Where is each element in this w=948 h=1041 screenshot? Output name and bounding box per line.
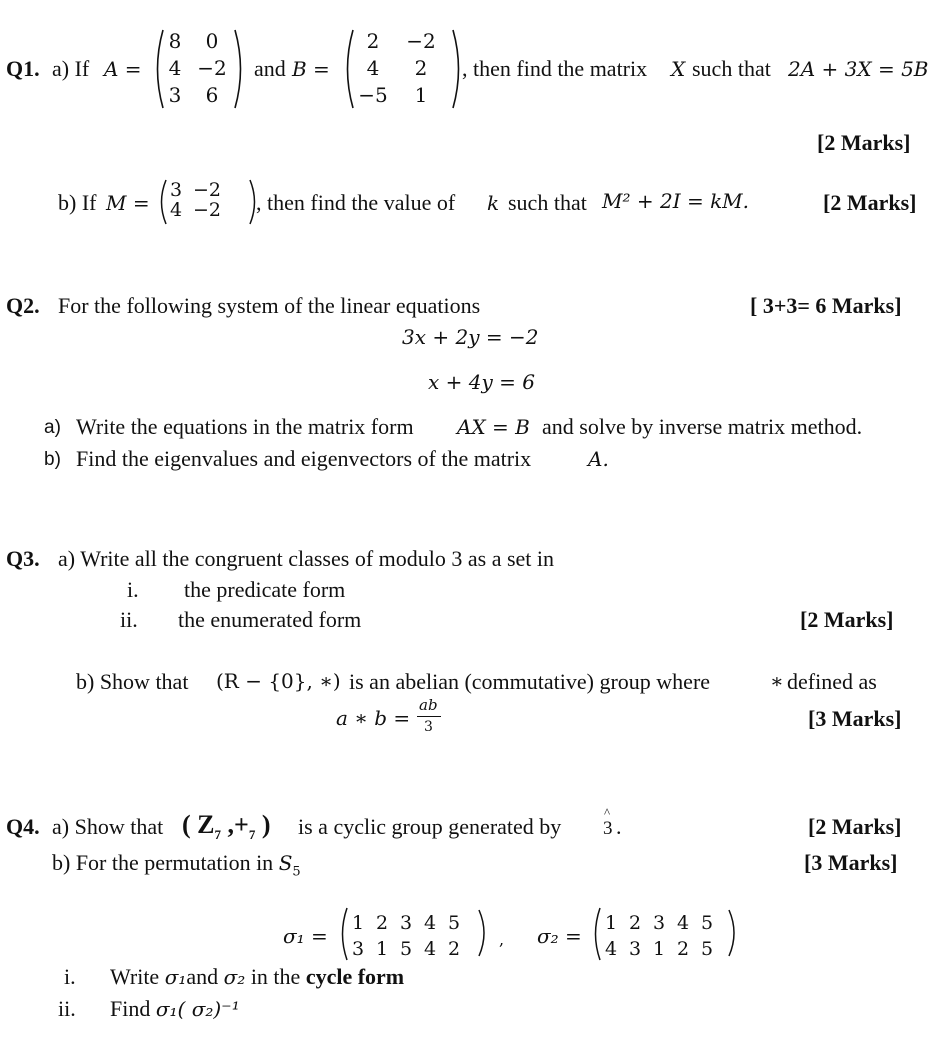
matrix-cell: −5 — [358, 83, 388, 107]
q2-label: Q2. — [6, 293, 40, 318]
q3b-num: ab — [419, 696, 438, 714]
matrix-cell: 5 — [700, 938, 714, 960]
matrix-cell: 4 — [676, 912, 690, 934]
sigma1-right-paren — [476, 908, 490, 958]
q4b-text: b) For the permutation in $S_5$ — [52, 850, 301, 880]
q1a-text: , then find the matrix — [462, 56, 648, 81]
matrix-cell: 4 — [604, 938, 618, 960]
q1a-and: and — [254, 56, 286, 81]
q4b-ii-text: Find σ₁( σ₂)⁻¹ — [110, 996, 240, 1021]
q3a-ii-text: the enumerated form — [178, 607, 362, 632]
q4a-text2: is a cyclic group generated by — [298, 814, 562, 839]
q3b-lhs: a ∗ b = — [336, 706, 411, 730]
q4a-gen: 3 — [603, 818, 613, 839]
sigma2-lhs: σ₂ = — [537, 924, 582, 948]
q4b-ii-label: ii. — [58, 996, 76, 1021]
q2-text: For the following system of the linear equations — [58, 293, 481, 318]
matrix-cell: 2 — [676, 938, 690, 960]
q2b-label: b) — [44, 449, 61, 470]
q3b-text3: defined as — [787, 669, 877, 694]
matrix-cell: 3 — [169, 179, 183, 201]
q4-label: Q4. — [6, 814, 40, 839]
q3a-i-label: i. — [127, 577, 139, 602]
q4b-marks: [3 Marks] — [804, 850, 898, 875]
matrix-a — [160, 28, 234, 109]
matrix-cell: −2 — [197, 56, 227, 80]
sigma1-lhs: σ₁ = — [283, 924, 328, 948]
q3a-text: a) Write all the congruent classes of modulo 3 as a set in — [58, 546, 555, 571]
q4a-group: ( $Z_7$ $,+_7$ ) — [182, 810, 271, 843]
fraction-bar — [417, 716, 441, 717]
q1a-equation: 2A + 3X = 5B — [788, 57, 929, 81]
sigma1-matrix — [346, 910, 466, 962]
q2b-text: Find the eigenvalues and eigenvectors of the matrix — [76, 446, 532, 471]
q1b-equation: M² + 2I = kM. — [602, 189, 750, 213]
matrix-cell: 4 — [423, 938, 437, 960]
q1b-marks: [2 Marks] — [823, 190, 917, 215]
matrix-cell: 3 — [168, 83, 182, 107]
q1a-marks: [2 Marks] — [817, 130, 911, 155]
matrix-cell: 4 — [169, 199, 183, 221]
q4b-i-label: i. — [64, 964, 76, 989]
q1b-k: k — [487, 191, 500, 215]
q1a-B-eq: B = — [292, 57, 330, 81]
sigma2-right-paren — [726, 908, 740, 958]
matrix-cell: −2 — [192, 179, 221, 201]
q4a-hat: ^ — [604, 805, 611, 820]
q2a-eq: AX = B — [457, 415, 530, 439]
matrix-a-right-paren — [232, 28, 248, 110]
q2a-label: a) — [44, 417, 61, 438]
q3a-marks: [2 Marks] — [800, 607, 894, 632]
matrix-cell: 2 — [447, 938, 461, 960]
q1a-X: X — [671, 57, 686, 81]
sigma2-matrix — [599, 910, 719, 962]
q4a-marks: [2 Marks] — [808, 814, 902, 839]
matrix-cell: 5 — [399, 938, 413, 960]
q2-marks: [ 3+3= 6 Marks] — [750, 293, 902, 318]
q4a-text1: a) Show that — [52, 814, 164, 839]
q1a-such-that: such that — [692, 56, 771, 81]
matrix-cell: −2 — [192, 199, 221, 221]
matrix-b — [350, 28, 446, 109]
q1a-A-eq: A = — [104, 57, 142, 81]
matrix-cell: 5 — [447, 912, 461, 934]
q2-eq1: 3x + 2y = −2 — [402, 325, 539, 349]
matrix-cell: 3 — [652, 912, 666, 934]
q2b-A: A. — [588, 447, 609, 471]
matrix-cell: 1 — [375, 938, 389, 960]
q1b-text2: such that — [508, 190, 587, 215]
q3a-i-text: the predicate form — [184, 577, 346, 602]
q4a-dot: . — [616, 814, 622, 839]
matrix-m — [164, 180, 226, 220]
matrix-cell: 8 — [168, 29, 182, 53]
matrix-cell: 3 — [351, 938, 365, 960]
matrix-cell: 2 — [628, 912, 642, 934]
q2a-text: Write the equations in the matrix form — [76, 414, 414, 439]
q3b-set: (R − {0}, ∗) — [216, 669, 341, 693]
matrix-cell: 1 — [414, 83, 428, 107]
sigma-comma: , — [499, 930, 505, 949]
matrix-cell: 4 — [168, 56, 182, 80]
q1b-text1: , then find the value of — [256, 190, 456, 215]
q1b-prefix: b) If — [58, 190, 97, 215]
matrix-cell: 1 — [652, 938, 666, 960]
q4b-i-text: Write σ₁and σ₂ in the cycle form — [110, 964, 405, 989]
q1a-prefix: a) If — [52, 56, 90, 81]
matrix-cell: 3 — [399, 912, 413, 934]
q3-label: Q3. — [6, 546, 40, 571]
matrix-cell: 2 — [366, 29, 380, 53]
q2a-rest: and solve by inverse matrix method. — [542, 414, 863, 439]
q3b-star: ∗ — [770, 669, 784, 693]
q3b-marks: [3 Marks] — [808, 706, 902, 731]
q3b-text2: is an abelian (commutative) group where — [349, 669, 711, 694]
matrix-cell: 2 — [414, 56, 428, 80]
matrix-cell: 4 — [423, 912, 437, 934]
matrix-cell: 4 — [366, 56, 380, 80]
matrix-cell: 5 — [700, 912, 714, 934]
matrix-cell: 2 — [375, 912, 389, 934]
matrix-cell: −2 — [406, 29, 436, 53]
q2-eq2: x + 4y = 6 — [428, 370, 535, 394]
q1-label: Q1. — [6, 56, 40, 81]
q3a-ii-label: ii. — [120, 607, 138, 632]
matrix-cell: 3 — [628, 938, 642, 960]
matrix-cell: 1 — [351, 912, 365, 934]
matrix-cell: 6 — [205, 83, 219, 107]
q3b-text1: b) Show that — [76, 669, 189, 694]
q1b-M-eq: M = — [106, 191, 150, 215]
q3b-den: 3 — [424, 719, 433, 735]
matrix-cell: 0 — [205, 29, 219, 53]
matrix-cell: 1 — [604, 912, 618, 934]
